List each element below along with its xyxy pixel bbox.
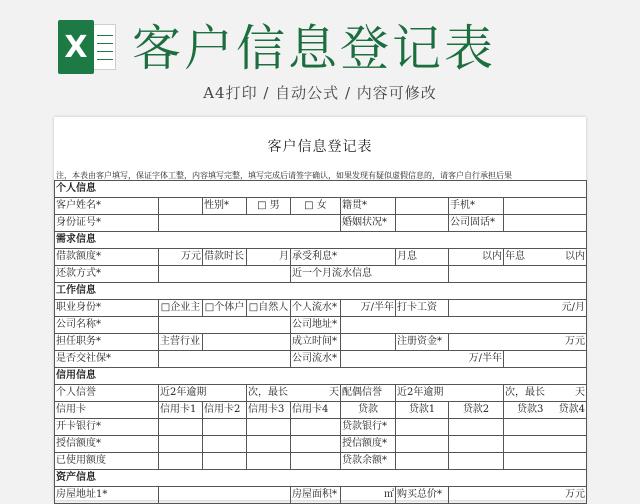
section-personal: 个人信息 [55,181,587,198]
label-salary: 打卡工资 [396,300,449,317]
col-card3: 信用卡3 [247,402,291,419]
excel-icon: X [58,20,118,74]
unit-amount[interactable]: 万元 [159,249,203,266]
input-card1-used[interactable] [159,453,203,470]
option-self-employed[interactable]: □个体户 [203,300,247,317]
label-industry: 主营行业 [159,334,203,351]
col-loan4: 贷款4 [558,404,586,415]
unit-within2: 以内 [565,251,586,262]
label-area: 房屋面积* [291,487,341,504]
input-loan2-bank[interactable] [449,419,504,436]
input-company[interactable] [159,317,291,334]
label-position: 担任职务* [55,334,159,351]
input-flow[interactable] [449,266,587,283]
input-card2-used[interactable] [203,453,247,470]
label-loan-limit: 授信额度* [341,436,396,453]
col-loan2: 贷款2 [449,402,504,419]
label-overdue2: 近2年逾期 [396,385,504,402]
col-card4: 信用卡4 [291,402,341,419]
label-times: 次，最长 [248,387,288,398]
input-marital[interactable] [396,215,449,232]
label-house-addr: 房屋地址1* [55,487,159,504]
input-mobile[interactable] [504,198,587,215]
input-repay[interactable] [159,266,291,283]
input-card3-bank[interactable] [247,419,291,436]
input-card4-limit[interactable] [291,436,341,453]
unit-price[interactable]: 万元 [449,487,587,504]
label-balance: 贷款余额* [341,453,396,470]
page-subtitle: A4打印 / 自动公式 / 内容可修改 [203,84,437,102]
input-loan34-balance[interactable] [504,453,587,470]
input-card1-bank[interactable] [159,419,203,436]
label-spouse-credit: 配偶信誉 [341,385,396,402]
input-landline[interactable] [504,215,587,232]
label-founded: 成立时间* [291,334,341,351]
page-title: 客户信息登记表 [132,20,497,77]
unit-term[interactable]: 月 [247,249,291,266]
header [0,0,640,112]
section-work: 工作信息 [55,283,587,300]
unit-personal-flow[interactable]: 万/半年 [341,300,396,317]
annual-cell[interactable] [504,249,587,266]
label-price: 购买总价* [396,487,449,504]
label-company-flow: 公司流水* [291,351,341,368]
label-loan-bank: 贷款银行* [341,419,396,436]
input-name[interactable] [159,198,203,215]
input-loan34-bank[interactable] [504,419,587,436]
input-loan1-balance[interactable] [396,453,449,470]
label-social: 是否交社保* [55,351,159,368]
input-founded[interactable] [341,334,396,351]
input-card4-used[interactable] [291,453,341,470]
label-amount: 借款额度* [55,249,159,266]
input-address[interactable] [341,317,587,334]
label-credit-limit: 授信额度* [55,436,159,453]
option-male[interactable]: □ 男 [247,198,291,215]
unit-capital[interactable]: 万元 [449,334,587,351]
input-loan34-limit[interactable] [504,436,587,453]
overdue-times-cell[interactable] [247,385,341,402]
label-rate: 承受利息* [291,249,396,266]
label-card: 信用卡 [55,402,159,419]
label-times2: 次，最长 [505,387,545,398]
input-card3-limit[interactable] [247,436,291,453]
unit-company-flow[interactable]: 万/半年 [341,351,504,368]
input-social[interactable] [159,351,291,368]
col-card1: 信用卡1 [159,402,203,419]
input-native[interactable] [396,198,449,215]
input-house-addr[interactable] [159,487,291,504]
label-overdue: 近2年逾期 [159,385,247,402]
unit-area[interactable]: ㎡ [341,487,396,504]
input-loan1-limit[interactable] [396,436,449,453]
unit-salary[interactable]: 元/月 [449,300,587,317]
section-need: 需求信息 [55,232,587,249]
form-sheet [54,117,586,500]
input-company-flow-extra[interactable] [504,351,587,368]
label-repay: 还款方式* [55,266,159,283]
label-used: 已使用额度 [55,453,159,470]
label-name: 客户姓名* [55,198,159,215]
label-native: 籍贯* [341,198,396,215]
label-address: 公司地址* [291,317,341,334]
option-natural-person[interactable]: □自然人 [247,300,291,317]
label-monthly: 月息 [396,249,449,266]
label-bank: 开卡银行* [55,419,159,436]
section-credit: 信用信息 [55,368,587,385]
col-loan3: 贷款3 [517,404,544,415]
input-card2-limit[interactable] [203,436,247,453]
label-company: 公司名称* [55,317,159,334]
label-days: 天 [329,387,339,398]
input-loan1-bank[interactable] [396,419,449,436]
input-industry[interactable] [203,334,291,351]
section-asset: 资产信息 [55,470,587,487]
label-personal-flow: 个人流水* [291,300,341,317]
input-card4-bank[interactable] [291,419,341,436]
label-loan: 贷款 [341,402,396,419]
form-title: 客户信息登记表 [267,139,373,155]
option-female[interactable]: □ 女 [291,198,341,215]
input-id[interactable] [159,215,341,232]
label-capital: 注册资金* [396,334,449,351]
overdue-times2-cell[interactable] [504,385,587,402]
label-days2: 天 [575,387,586,398]
label-flow: 近一个月流水信息 [291,266,449,283]
col-card2: 信用卡2 [203,402,247,419]
unit-within[interactable]: 以内 [449,249,504,266]
label-role: 职业身份* [55,300,159,317]
form-note: 注，本表由客户填写，保证字体工整，内容填写完整，填写完成后请签字确认，如果发现有疑似虚假信息的，请客户自行承担后果 [56,171,512,180]
input-card2-bank[interactable] [203,419,247,436]
input-loan2-balance[interactable] [449,453,504,470]
label-landline: 公司固话* [449,215,504,232]
customer-form-table [54,180,587,504]
input-loan2-limit[interactable] [449,436,504,453]
col-loan1: 贷款1 [396,402,449,419]
label-marital: 婚姻状况* [341,215,396,232]
label-personal-credit: 个人信誉 [55,385,159,402]
loan34-cell [504,402,587,419]
label-annual: 年息 [505,251,525,262]
label-gender: 性别* [203,198,247,215]
input-card1-limit[interactable] [159,436,203,453]
option-business-owner[interactable]: □企业主 [159,300,203,317]
label-mobile: 手机* [449,198,504,215]
label-term: 借款时长 [203,249,247,266]
label-id: 身份证号* [55,215,159,232]
input-card3-used[interactable] [247,453,291,470]
